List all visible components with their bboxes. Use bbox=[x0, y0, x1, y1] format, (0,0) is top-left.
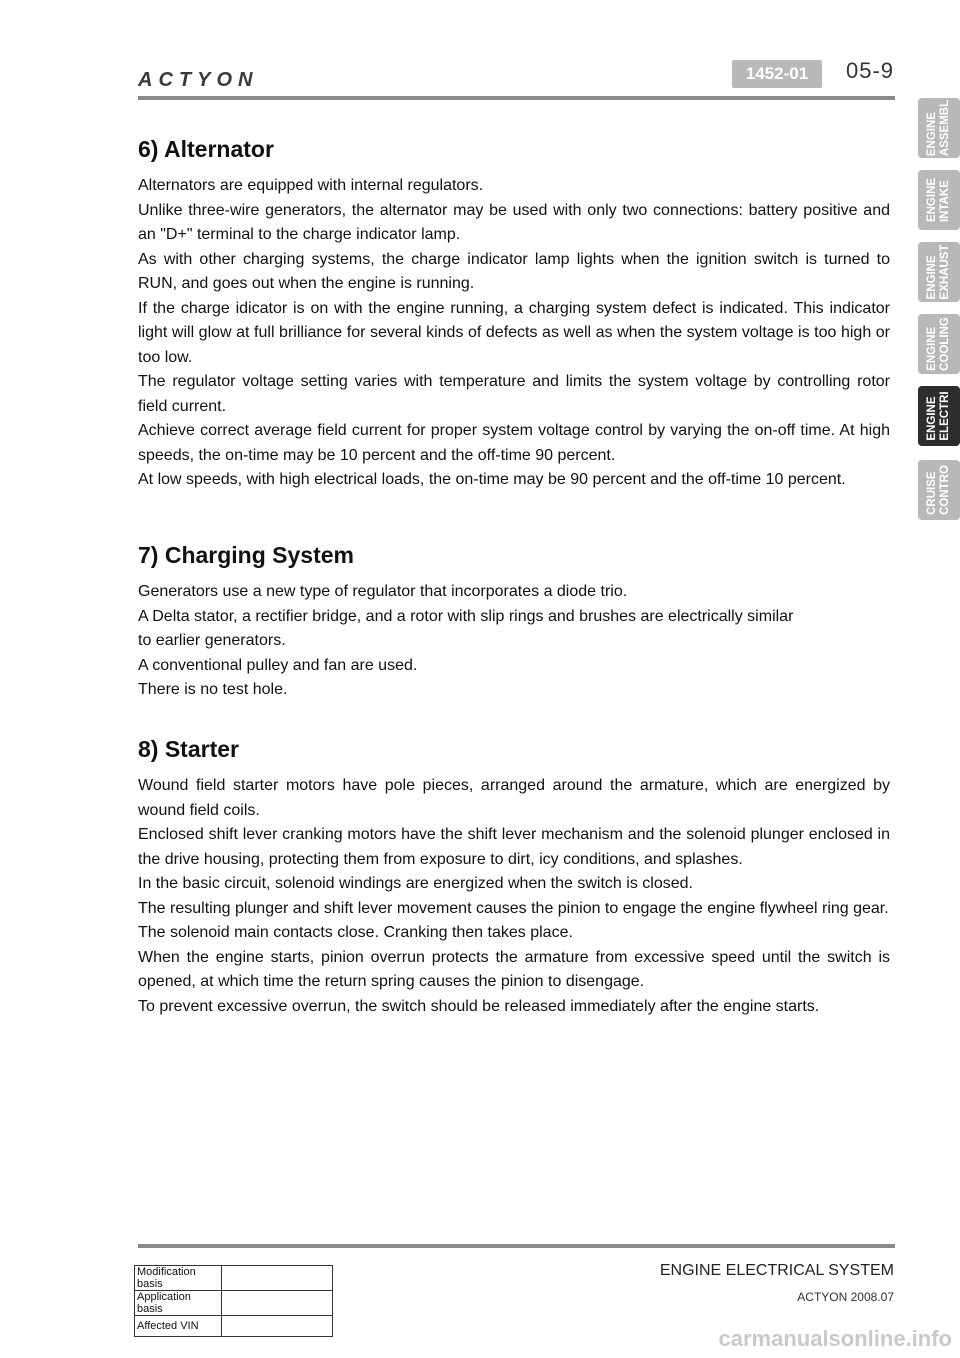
tab-label-line2: ASSEMBL bbox=[939, 99, 951, 157]
table-value bbox=[222, 1266, 333, 1291]
section-code: 1452-01 bbox=[732, 60, 822, 88]
footer-title: ENGINE ELECTRICAL SYSTEM bbox=[659, 1262, 894, 1279]
table-row bbox=[135, 1291, 333, 1316]
paragraph: The solenoid main contacts close. Cranking then takes place. bbox=[138, 924, 573, 941]
section-title: 6) Alternator bbox=[138, 136, 274, 162]
brand-logo-text: ACTYON bbox=[138, 69, 259, 91]
paragraph: Enclosed shift lever cranking motors have the shift lever mechanism and the solenoid plunger enclosed in the drive housing, protecting them from exposure to dirt, icy conditions, and splashes. bbox=[138, 826, 890, 868]
tab-label-line1: ENGINE bbox=[926, 177, 938, 223]
actyon-logo bbox=[138, 66, 298, 92]
paragraph: Alternators are equipped with internal regulators. bbox=[138, 177, 484, 194]
table-value bbox=[222, 1316, 333, 1337]
tab-label-line1: ENGINE bbox=[926, 326, 938, 371]
paragraph: to earlier generators. bbox=[138, 632, 286, 649]
paragraph: A Delta stator, a rectifier bridge, and a rotor with slip rings and brushes are electrically similar bbox=[138, 607, 794, 625]
table-row bbox=[135, 1316, 333, 1337]
table-row bbox=[135, 1266, 333, 1291]
paragraph: There is no test hole. bbox=[138, 681, 288, 698]
watermark: carmanualsonline.info bbox=[718, 1326, 952, 1351]
tab-label-line1: ENGINE bbox=[926, 255, 938, 300]
section-title: 7) Charging System bbox=[138, 542, 354, 568]
tab-cruise-control[interactable] bbox=[918, 460, 960, 520]
tab-label-line2: EXHAUST bbox=[939, 244, 951, 300]
header-rule bbox=[138, 96, 895, 100]
tab-engine-exhaust[interactable] bbox=[918, 242, 960, 302]
paragraph: Wound field starter motors have pole pieces, arranged around the armature, which are energized by wound field coils. bbox=[138, 777, 890, 819]
paragraph: In the basic circuit, solenoid windings are energized when the switch is closed. bbox=[138, 875, 693, 892]
table-value bbox=[222, 1291, 333, 1316]
tab-engine-intake[interactable] bbox=[918, 170, 960, 230]
paragraph: A conventional pulley and fan are used. bbox=[138, 656, 418, 674]
tab-label-line1: ENGINE bbox=[926, 396, 938, 441]
tab-engine-cooling[interactable] bbox=[918, 314, 960, 374]
paragraph: Unlike three-wire generators, the alternator may be used with only two connections: battery positive and an "D+" terminal to the charge indicator lamp. bbox=[138, 201, 890, 243]
table-label: Modification basis bbox=[135, 1266, 222, 1291]
table-label: Application basis bbox=[135, 1291, 222, 1316]
section-starter bbox=[138, 736, 890, 1019]
paragraph: To prevent excessive overrun, the switch should be released immediately after the engine starts. bbox=[138, 997, 820, 1015]
paragraph: Achieve correct average field current for proper system voltage control by varying the on-off time. At high speeds, the on-time may be 10 percent and the off-time 90 percent. bbox=[138, 422, 890, 464]
section-charging-system bbox=[138, 542, 890, 703]
tab-label-line2: CONTRO bbox=[939, 465, 951, 515]
paragraph: Generators use a new type of regulator that incorporates a diode trio. bbox=[138, 583, 628, 600]
tab-engine-electrical[interactable] bbox=[918, 386, 960, 446]
modification-table bbox=[134, 1265, 333, 1337]
paragraph: When the engine starts, pinion overrun protects the armature from excessive speed until the switch is opened, at which time the return spring causes the pinion to disengage. bbox=[138, 948, 890, 990]
section-title: 8) Starter bbox=[138, 736, 239, 762]
paragraph: The resulting plunger and shift lever movement causes the pinion to engage the engine flywheel ring gear. bbox=[138, 899, 889, 917]
paragraph: The regulator voltage setting varies with temperature and limits the system voltage by controlling rotor field current. bbox=[138, 373, 890, 415]
footer-subtitle: ACTYON 2008.07 bbox=[797, 1290, 894, 1304]
tab-label-line1: CRUISE bbox=[926, 471, 938, 515]
tab-engine-assembly[interactable] bbox=[918, 98, 960, 158]
page-number: 05-9 bbox=[846, 58, 895, 83]
paragraph: As with other charging systems, the charge indicator lamp lights when the ignition switch is turned to RUN, and goes out when the engine is running. bbox=[138, 250, 890, 292]
tab-label-line2: ELECTRI bbox=[939, 391, 951, 441]
paragraph: If the charge idicator is on with the engine running, a charging system defect is indicated. This indicator light will glow at full brilliance for several kinds of defects as well as when the system voltage is too high or too low. bbox=[138, 299, 890, 366]
paragraph: At low speeds, with high electrical loads, the on-time may be 90 percent and the off-time 10 percent. bbox=[138, 471, 846, 488]
table-label: Affected VIN bbox=[135, 1316, 222, 1337]
tab-label-line2: INTAKE bbox=[939, 180, 951, 223]
section-alternator bbox=[138, 136, 890, 493]
footer-rule bbox=[138, 1244, 895, 1248]
tab-label-line1: ENGINE bbox=[926, 112, 938, 157]
tab-label-line2: COOLING bbox=[939, 317, 951, 371]
